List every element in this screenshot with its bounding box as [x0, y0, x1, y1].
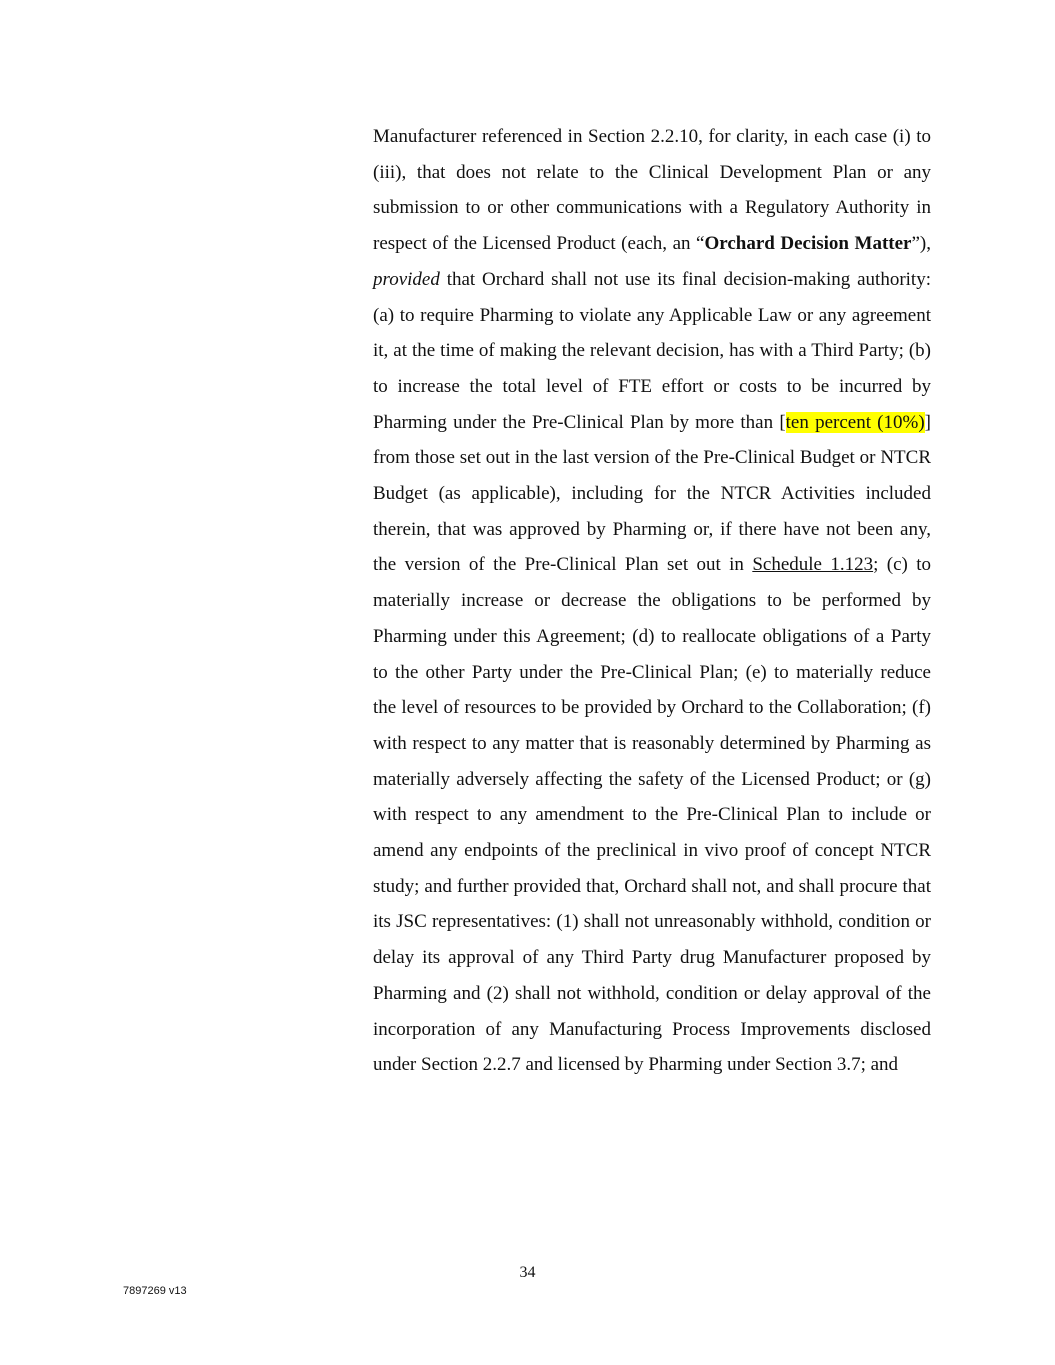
- highlighted-percentage: ten percent (10%): [785, 411, 925, 433]
- paragraph-text-2: ”),: [911, 233, 931, 255]
- provided-term: provided: [373, 268, 440, 290]
- paragraph-text-5: ; (c) to materially increase or decrease the obligations to be performed by Pharming under this Agreement; (d) to reallocate obligations of a Party to the other Party under the Pre-Clinical Plan; (e) to materially reduce the level of resources to be provided by Orchard to the Collaboration; (f) with respect to any matter that is reasonably determined by Pharming as materially adversely affecting the safety of the Licensed Product; or (g) with respect to any amendment to the Pre-Clinical Plan to include or amend any endpoints of the preclinical in vivo proof of concept NTCR study; and further provided that, Orchard shall not, and shall procure that its JSC representatives: (1) shall not unreasonably withhold, condition or delay its approval of any Third Party drug Manufacturer proposed by Pharming and (2) shall not withhold, condition or delay approval of the incorporation of any Manufacturing Process Improvements disclosed under Section 2.2.7 and licensed by Pharming under Section 3.7; and: [373, 554, 931, 1076]
- paragraph-text-1: Manufacturer referenced in Section 2.2.10, for clarity, in each case (i) to (iii), that does not relate to the Clinical Development Plan or any submission to or other communications with a Regulatory Authority in respect of the Licensed Product (each, an “: [373, 126, 931, 255]
- document-id: 7897269 v13: [123, 1285, 187, 1297]
- paragraph-text-3: that Orchard shall not use its final decision-making authority: (a) to require Pharming to violate any Applicable Law or any agreement it, at the time of making the relevant decision, has with a Third Party; (b) to increase the total level of FTE effort or costs to be incurred by Pharming under the Pre-Clinical Plan by more than [: [373, 268, 931, 433]
- schedule-reference: Schedule 1.123: [752, 554, 874, 576]
- page-number: 34: [519, 1264, 536, 1281]
- body-paragraph: [373, 119, 931, 1083]
- paragraph-text-4: ] from those set out in the last version of the Pre-Clinical Budget or NTCR Budget (as applicable), including for the NTCR Activities included therein, that was approved by Pharming or, if there have not been any, the version of the Pre-Clinical Plan set out in: [373, 411, 931, 576]
- defined-term: Orchard Decision Matter: [704, 233, 912, 255]
